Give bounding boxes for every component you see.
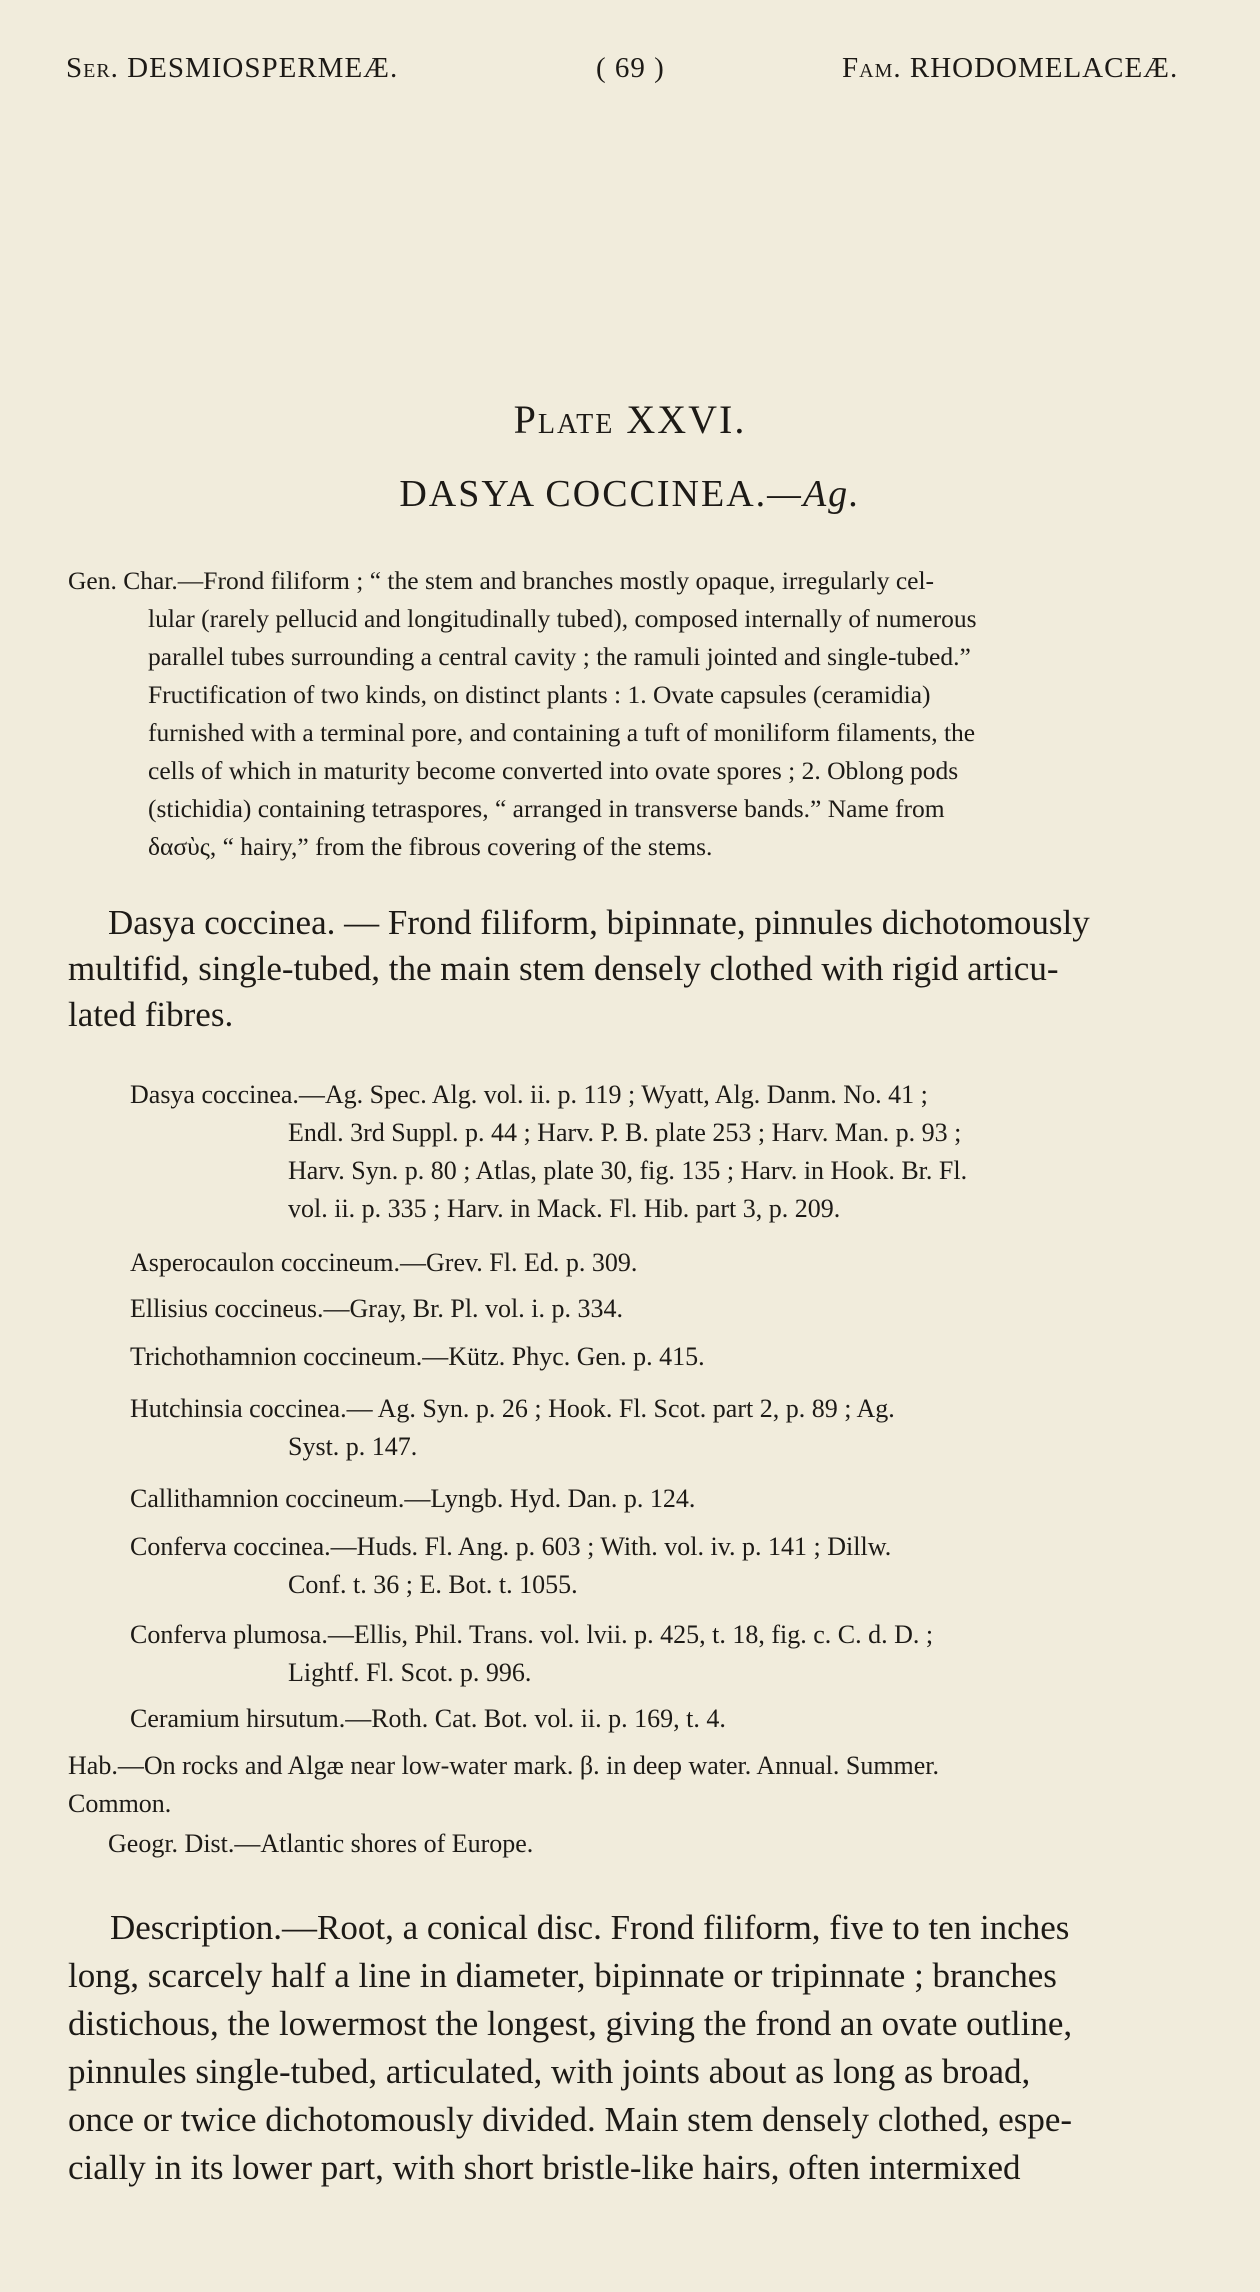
- synonym-entry: [68, 1390, 1218, 1466]
- gen-char-line: Gen. Char.—Frond filiform ; “ the stem and branches mostly opaque, irregularly cel-: [68, 566, 935, 595]
- gen-char-line: lular (rarely pellucid and longitudinally tubed), composed internally of numerous: [148, 604, 977, 633]
- description-line: Description.—Root, a conical disc. Frond filiform, five to ten inches: [110, 1908, 1070, 1947]
- plate-label: Plate XXVI.: [513, 397, 747, 442]
- gen-char-line: cells of which in maturity become converted into ovate spores ; 2. Oblong pods: [148, 756, 959, 785]
- synonym-line: Ellisius coccineus.—Gray, Br. Pl. vol. i. p. 334.: [130, 1294, 623, 1323]
- habitat-line: Common.: [68, 1789, 172, 1818]
- synonym-line: Conferva plumosa.—Ellis, Phil. Trans. vol. lvii. p. 425, t. 18, fig. c. C. d. D. ;: [130, 1620, 934, 1649]
- synonym-line: Harv. Syn. p. 80 ; Atlas, plate 30, fig. 135 ; Harv. in Hook. Br. Fl.: [288, 1156, 968, 1185]
- species-name: DASYA COCCINEA.: [399, 473, 768, 515]
- synonym-entry: [68, 1076, 1218, 1228]
- synonym-entry: [68, 1338, 1218, 1376]
- synonym-entry: [68, 1700, 1218, 1738]
- description: [68, 1904, 1218, 2192]
- description-line: long, scarcely half a line in diameter, bipinnate or tripinnate ; branches: [68, 1956, 1057, 1995]
- gen-char-line: parallel tubes surrounding a central cavity ; the ramuli jointed and single-tubed.”: [148, 642, 971, 671]
- synonym-line: Ceramium hirsutum.—Roth. Cat. Bot. vol. ii. p. 169, t. 4.: [130, 1704, 726, 1733]
- gen-char-line: δασὺς, “ hairy,” from the fibrous covering of the stems.: [148, 832, 713, 861]
- diagnosis-line: lated fibres.: [68, 995, 234, 1034]
- synonym-entry: [68, 1616, 1218, 1692]
- running-head-right: Fam. RHODOMELACEÆ.: [842, 52, 1179, 84]
- synonym-line: Hutchinsia coccinea.— Ag. Syn. p. 26 ; Hook. Fl. Scot. part 2, p. 89 ; Ag.: [130, 1394, 895, 1423]
- species-diagnosis: [68, 900, 1218, 1038]
- synonym-entry: [68, 1528, 1218, 1604]
- gen-char-line: furnished with a terminal pore, and containing a tuft of moniliform filaments, the: [148, 718, 976, 747]
- running-head-left: Ser. DESMIOSPERMEÆ.: [66, 52, 399, 84]
- synonym-line: Callithamnion coccineum.—Lyngb. Hyd. Dan. p. 124.: [130, 1484, 696, 1513]
- diagnosis-line: Dasya coccinea. — Frond filiform, bipinnate, pinnules dichotomously: [108, 903, 1090, 942]
- synonym-line: Syst. p. 147.: [288, 1432, 418, 1461]
- synonym-entry: [68, 1290, 1218, 1328]
- geographic-distribution: Geogr. Dist.—Atlantic shores of Europe.: [108, 1829, 534, 1858]
- description-line: distichous, the lowermost the longest, giving the frond an ovate outline,: [68, 2004, 1073, 2043]
- synonym-line: Endl. 3rd Suppl. p. 44 ; Harv. P. B. plate 253 ; Harv. Man. p. 93 ;: [288, 1118, 962, 1147]
- synonym-line: Conferva coccinea.—Huds. Fl. Ang. p. 603 ; With. vol. iv. p. 141 ; Dillw.: [130, 1532, 892, 1561]
- synonym-line: Conf. t. 36 ; E. Bot. t. 1055.: [288, 1570, 578, 1599]
- synonym-entry: [68, 1244, 1218, 1282]
- synonym-line: Lightf. Fl. Scot. p. 996.: [288, 1658, 532, 1687]
- page-number: ( 69 ): [596, 52, 665, 84]
- habitat-line: Hab.—On rocks and Algæ near low-water mark. β. in deep water. Annual. Summer.: [68, 1751, 940, 1780]
- gen-char-line: (stichidia) containing tetraspores, “ arranged in transverse bands.” Name from: [148, 794, 945, 823]
- gen-char-line: Fructification of two kinds, on distinct plants : 1. Ovate capsules (ceramidia): [148, 680, 931, 709]
- synonym-entry: [68, 1480, 1218, 1518]
- diagnosis-line: multifid, single-tubed, the main stem densely clothed with rigid articu-: [68, 949, 1059, 988]
- synonym-line: vol. ii. p. 335 ; Harv. in Mack. Fl. Hib. part 3, p. 209.: [288, 1194, 841, 1223]
- synonym-line: Dasya coccinea.—Ag. Spec. Alg. vol. ii. p. 119 ; Wyatt, Alg. Danm. No. 41 ;: [130, 1080, 928, 1109]
- description-line: pinnules single-tubed, articulated, with joints about as long as broad,: [68, 2052, 1031, 2091]
- synonym-line: Asperocaulon coccineum.—Grev. Fl. Ed. p. 309.: [130, 1248, 638, 1277]
- genus-character: [68, 562, 1208, 866]
- species-author: —Ag.: [767, 473, 861, 515]
- species-title: [0, 472, 1260, 516]
- description-line: once or twice dichotomously divided. Main stem densely clothed, espe-: [68, 2100, 1073, 2139]
- synonym-line: Trichothamnion coccineum.—Kütz. Phyc. Gen. p. 415.: [130, 1342, 705, 1371]
- description-line: cially in its lower part, with short bristle-like hairs, often intermixed: [68, 2148, 1021, 2187]
